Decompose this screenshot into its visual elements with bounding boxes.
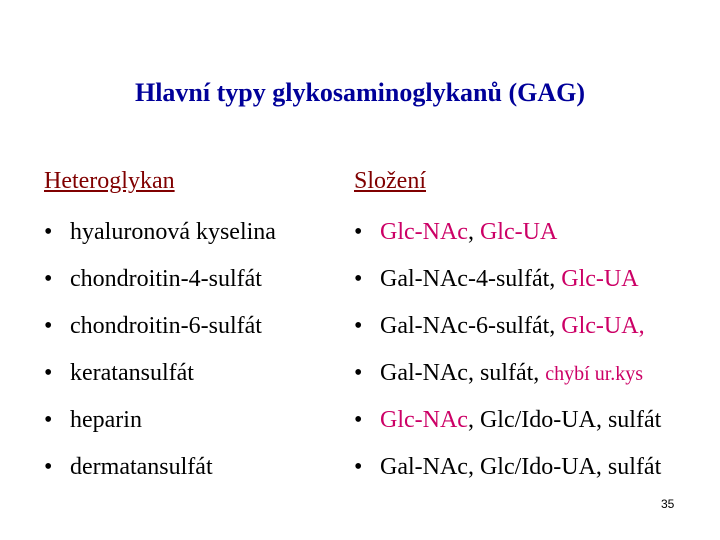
bullet-icon: • bbox=[354, 313, 363, 339]
composition-cell bbox=[354, 451, 661, 483]
bullet-icon: • bbox=[354, 454, 363, 480]
bullet-icon: • bbox=[354, 360, 363, 386]
heteroglycan-name: keratansulfát bbox=[70, 360, 194, 386]
column-header-heteroglycan: Heteroglykan bbox=[44, 168, 175, 194]
bullet-icon: • bbox=[44, 407, 53, 433]
bullet-icon: • bbox=[44, 360, 53, 386]
composition-segment: , bbox=[467, 219, 480, 245]
composition-cell bbox=[354, 216, 557, 248]
composition-segment: chybí ur.kys bbox=[545, 363, 644, 385]
slide-title: Hlavní typy glykosaminoglykanů (GAG) bbox=[134, 78, 586, 107]
bullet-icon: • bbox=[354, 407, 363, 433]
composition-segment: Gal-NAc-4-sulfát, bbox=[380, 266, 562, 292]
composition-cell bbox=[354, 310, 645, 342]
composition-segment: Gal-NAc-6-sulfát, bbox=[380, 313, 562, 339]
composition-cell bbox=[354, 404, 661, 436]
table-row bbox=[0, 216, 720, 248]
column-header-composition: Složení bbox=[354, 168, 426, 194]
bullet-icon: • bbox=[44, 313, 53, 339]
heteroglycan-name: hyaluronová kyselina bbox=[70, 219, 276, 245]
bullet-icon: • bbox=[354, 219, 363, 245]
composition-cell bbox=[354, 263, 639, 295]
composition-segment: , Glc/Ido-UA, sulfát bbox=[467, 407, 662, 433]
composition-segment: Glc-UA bbox=[479, 219, 558, 245]
heteroglycan-cell bbox=[44, 310, 262, 342]
heteroglycan-cell bbox=[44, 357, 194, 389]
table-row bbox=[0, 404, 720, 436]
table-row bbox=[0, 263, 720, 295]
table-row bbox=[0, 357, 720, 389]
heteroglycan-name: chondroitin-6-sulfát bbox=[70, 313, 262, 339]
bullet-icon: • bbox=[44, 266, 53, 292]
table-row bbox=[0, 451, 720, 483]
heteroglycan-cell bbox=[44, 216, 276, 248]
composition-segment: Glc-UA, bbox=[561, 313, 645, 339]
heteroglycan-cell bbox=[44, 451, 213, 483]
bullet-icon: • bbox=[354, 266, 363, 292]
heteroglycan-name: heparin bbox=[70, 407, 142, 433]
composition-cell bbox=[354, 357, 643, 390]
heteroglycan-cell bbox=[44, 263, 262, 295]
table-row bbox=[0, 310, 720, 342]
heteroglycan-name: chondroitin-4-sulfát bbox=[70, 266, 262, 292]
composition-segment: Glc-NAc bbox=[380, 407, 468, 433]
composition-segment: Glc-NAc bbox=[380, 219, 468, 245]
composition-segment: Gal-NAc, Glc/Ido-UA, sulfát bbox=[380, 454, 662, 480]
bullet-icon: • bbox=[44, 454, 53, 480]
page-number: 35 bbox=[661, 497, 675, 511]
heteroglycan-cell bbox=[44, 404, 142, 436]
composition-segment: Glc-UA bbox=[561, 266, 639, 292]
heteroglycan-name: dermatansulfát bbox=[70, 454, 213, 480]
bullet-icon: • bbox=[44, 219, 53, 245]
composition-segment: Gal-NAc, sulfát, bbox=[380, 360, 546, 386]
